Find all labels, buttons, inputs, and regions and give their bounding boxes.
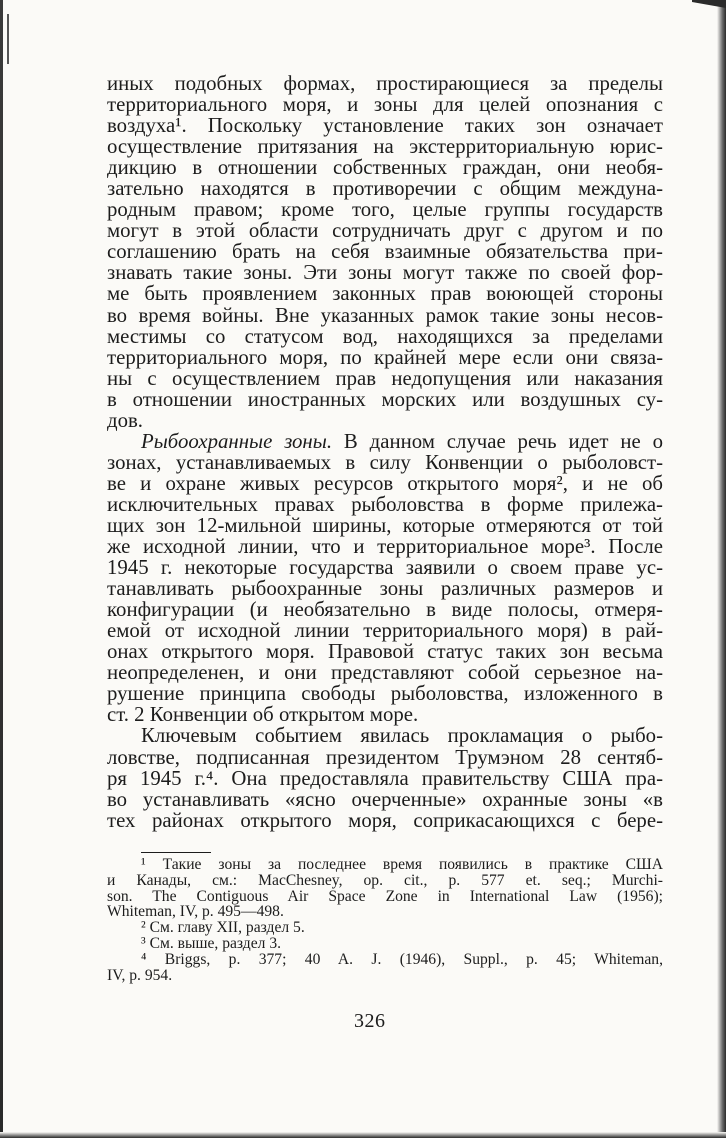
text-line: дов. (107, 408, 143, 432)
text-line: ме быть проявлением законных прав воюющей стороны (107, 282, 663, 306)
text-line: соглашению брать на себя взаимные обязательства при- (107, 240, 663, 264)
text-line: местимы со статусом вод, находящихся за пределами (107, 324, 663, 348)
main-text (107, 73, 663, 831)
page-number: 326 (354, 1010, 386, 1032)
footnote-line: ³ См. выше, раздел 3. (141, 934, 282, 952)
footnote-line: ⁴ Briggs, p. 377; 40 A. J. (1946), Suppl., p. 45; Whiteman, (141, 950, 663, 968)
scan-edge-right (717, 0, 726, 1138)
footnote-line: и Канады, см.: MacChesney, op. cit., p. 577 et. seq.; Murchi- (107, 871, 663, 889)
text-line: 1945 г. некоторые государства заявили о своем праве ус- (107, 556, 663, 580)
paragraph-1 (107, 73, 663, 431)
text-line: зательно находятся в противоречии с общим междуна- (107, 177, 663, 201)
footnote-line: ¹ Такие зоны за последнее время появились в практике США (141, 856, 663, 873)
paragraph-3 (107, 725, 663, 830)
footnote-line: IV, p. 954. (107, 966, 173, 984)
text-line: же исходной линии, что и территориальное море³. После (107, 535, 663, 559)
text-line: щих зон 12-мильной ширины, которые отмеряются от той (107, 513, 663, 537)
text-line: неопределенен, и они представляют собой серьезное на- (107, 661, 663, 685)
text-line: ны с осуществлением прав недопущения или наказания (107, 366, 663, 390)
scan-edge-left (0, 0, 3, 1138)
text-line (107, 431, 663, 452)
text-line: онах открытого моря. Правовой статус таких зон весьма (107, 640, 663, 664)
text-line: ловстве, подписанная президентом Трумэном 28 сентяб- (107, 745, 663, 769)
text-line: родным правом; кроме того, целые группы государств (107, 198, 663, 222)
footnote-line: son. The Contiguous Air Space Zone in International Law (1956); (107, 887, 663, 905)
section-heading-fishery-zones: Рыбоохранные зоны. (141, 429, 333, 453)
text-line: Ключевым событием явилась прокламация о рыбо- (141, 724, 663, 748)
text-line: тех районах открытого моря, соприкасающихся с бере- (107, 808, 663, 832)
text-line: ст. 2 Конвенции об открытом море. (107, 703, 419, 727)
text-line: могут в этой области сотрудничать друг с другом и по (107, 219, 663, 243)
text-line: дикцию в отношении собственных граждан, они необя- (107, 156, 663, 180)
text-line: воздуха¹. Поскольку установление таких зон означает (107, 114, 663, 138)
text-line: танавливать рыбоохранные зоны различных размеров и (107, 577, 663, 601)
text-line: осуществление притязания на экстерриториальную юрис- (107, 135, 663, 159)
footnote-line: ² См. главу XII, раздел 5. (141, 919, 305, 937)
footnote-line: Whiteman, IV, p. 495—498. (107, 903, 284, 921)
paragraph-2 (107, 431, 663, 726)
text-line: исключительных правах рыболовства в форме прилежа- (107, 492, 663, 516)
scan-edge-bottom (0, 1132, 726, 1138)
text-line: территориального моря, по крайней мере если они связа- (107, 345, 663, 369)
footnotes (107, 857, 663, 983)
scan-edge-mark (7, 14, 9, 64)
text-line: ря 1945 г.⁴. Она предоставляла правительству США пра- (107, 766, 663, 790)
scan-edge-corner (692, 0, 726, 8)
text-line: в отношении иностранных морских или воздушных су- (107, 387, 663, 411)
text-line: во устанавливать «ясно очерченные» охранные зоны «в (107, 787, 663, 811)
text-line: ве и охране живых ресурсов открытого моря², и не об (107, 471, 663, 495)
text-line: рушение принципа свободы рыболовства, изложенного в (107, 682, 663, 706)
text-line: во время войны. Вне указанных рамок такие зоны несов- (107, 303, 663, 327)
text-line: знавать такие зоны. Эти зоны могут также по своей фор- (107, 261, 663, 285)
text-line: иных подобных формах, простирающиеся за пределы (107, 72, 663, 95)
text-line: емой от исходной линии территориального моря) в рай- (107, 619, 663, 643)
text-line: зонах, устанавливаемых в силу Конвенции о рыболовст- (107, 450, 663, 474)
text-line: территориального моря, и зоны для целей опознания с (107, 93, 663, 117)
text-span: В данном случае речь идет не о (332, 429, 663, 453)
footnote-separator (141, 852, 211, 853)
text-line: конфигурации (и необязательно в виде полосы, отмеря- (107, 598, 663, 622)
